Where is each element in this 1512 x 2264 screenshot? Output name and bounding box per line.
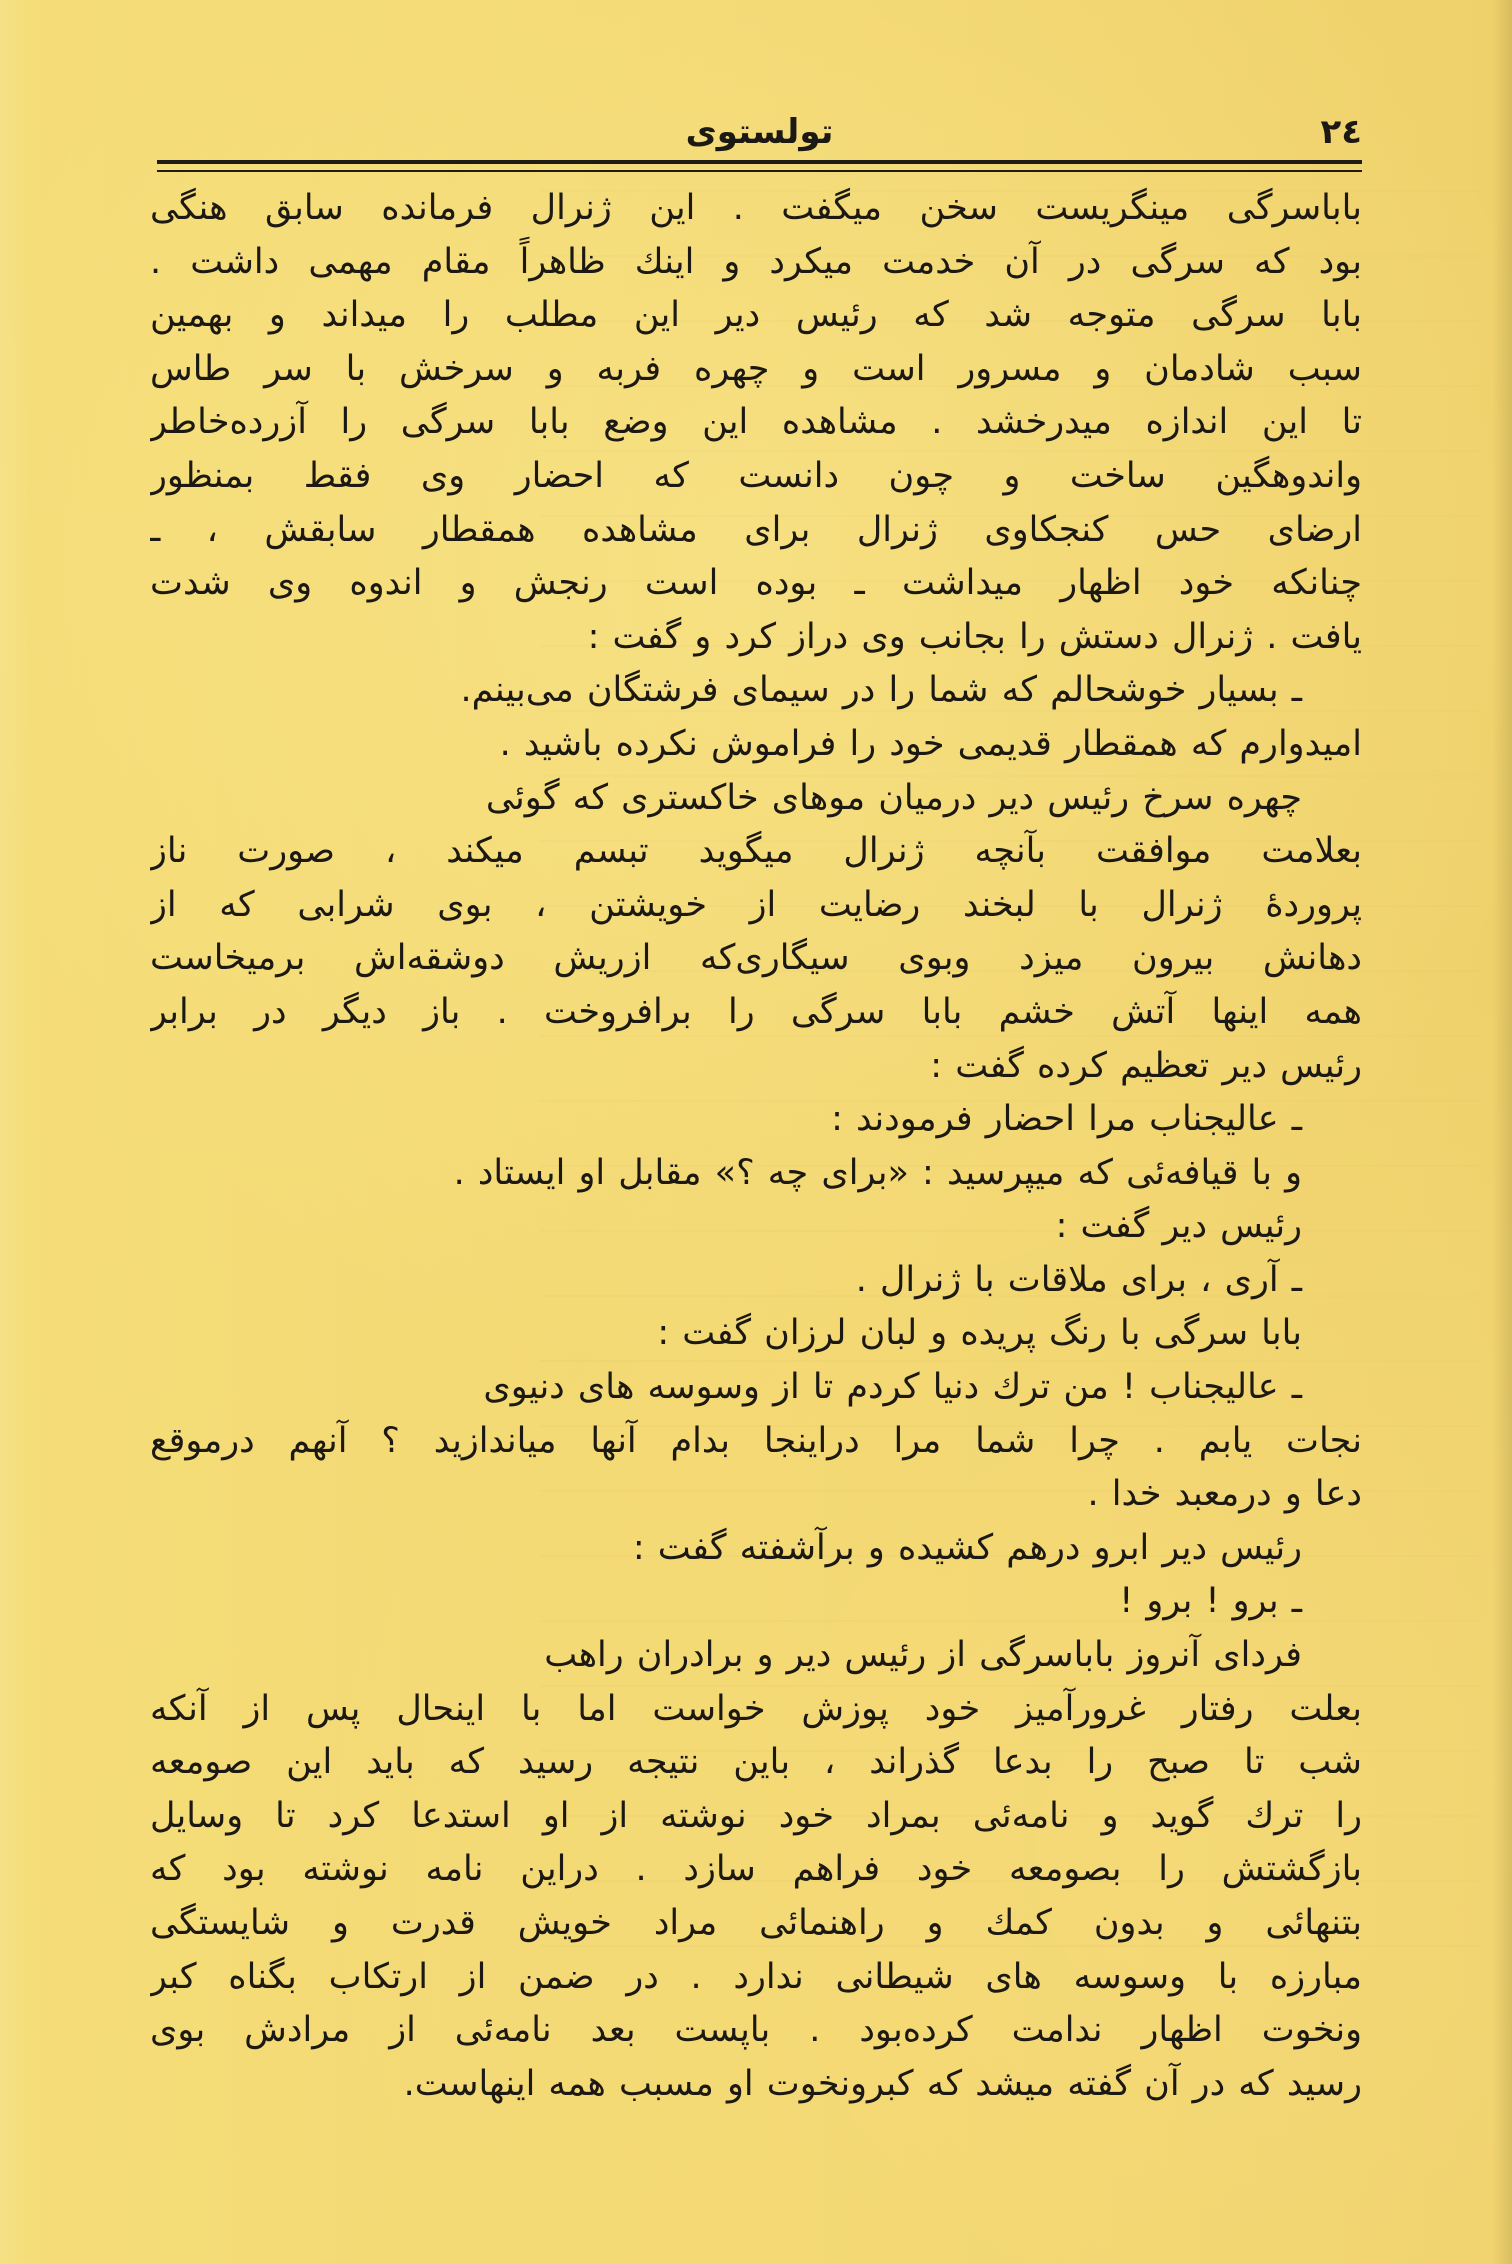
page-header <box>157 112 1362 160</box>
text-line: ونخوت اظهار ندامت کرده‌بود . باپست بعد نامه‌ئی از مرادش بوی <box>150 2010 1362 2051</box>
text-line: پروردهٔ ژنرال با لبخند رضایت از خویشتن ، بوی شرابی که از <box>150 884 1362 925</box>
text-line: امیدوارم که همقطار قدیمی خود را فراموش نکرده باشید . <box>499 723 1362 764</box>
text-line: را ترك گوید و نامه‌ئی بمراد خود نوشته از او استدعا کرد تا وسایل <box>150 1795 1362 1836</box>
running-title: تولستوی <box>685 112 834 152</box>
text-line: بتنهائی و بدون کمك و راهنمائی مراد خویش قدرت و شایستگی <box>150 1903 1362 1943</box>
text-line: ـ آری ، برای ملاقات با ژنرال . <box>855 1259 1302 1300</box>
text-line: مبارزه با وسوسه های شیطانی ندارد . در ضمن از ارتکاب بگناه کبر <box>150 1956 1362 1997</box>
page-number: ۲٤ <box>1320 112 1362 152</box>
text-line: سبب شادمان و مسرور است و چهره فربه و سرخش با سر طاس <box>150 348 1362 389</box>
text-line: باباسرگی مینگریست سخن میگفت . این ژنرال فرمانده سابق هنگی <box>150 188 1362 228</box>
text-line: بعلت رفتار غرورآمیز خود پوزش خواست اما با اینحال پس از آنکه <box>150 1688 1362 1729</box>
body-text <box>150 182 1362 2111</box>
text-line: تا این اندازه میدرخشد . مشاهده این وضع بابا سرگی را آزرده‌خاطر <box>150 402 1362 443</box>
text-line: رسید که در آن گفته میشد که کبرونخوت او مسبب همه اینهاست. <box>403 2063 1362 2104</box>
text-line: رئیس دیر تعظیم کرده گفت : <box>930 1045 1362 1086</box>
text-line: بود که سرگی در آن خدمت میکرد و اینك ظاهراً مقام مهمی داشت . <box>150 241 1362 282</box>
text-line: ـ عالیجناب مرا احضار فرمودند : <box>831 1099 1302 1140</box>
text-line: نجات یابم . چرا شما مرا دراینجا بدام آنها میاندازید ؟ آنهم درموقع <box>150 1420 1362 1461</box>
text-line: یافت . ژنرال دستش را بجانب وی دراز کرد و گفت : <box>587 616 1362 657</box>
text-line: بابا سرگی متوجه شد که رئیس دیر این مطلب را میداند و بهمین <box>150 295 1362 336</box>
text-line: رئیس دیر ابرو درهم کشیده و برآشفته گفت : <box>632 1527 1302 1568</box>
text-line: ارضای حس کنجکاوی ژنرال برای مشاهده همقطار سابقش ، ـ <box>150 509 1362 550</box>
page-right-edge-shadow <box>1492 0 1512 2264</box>
text-line: همه اینها آتش خشم بابا سرگی را برافروخت . باز دیگر در برابر <box>150 991 1362 1032</box>
text-line: دهانش بیرون میزد وبوی سیگاری‌که ازریش دوشقه‌اش برمیخاست <box>150 938 1362 979</box>
text-line: شب تا صبح را بدعا گذراند ، باین نتیجه رسید که باید این صومعه <box>150 1742 1362 1783</box>
text-line: دعا و درمعبد خدا . <box>1087 1474 1362 1515</box>
text-line: بازگشتش را بصومعه خود فراهم سازد . دراین نامه نوشته بود که <box>150 1849 1362 1890</box>
text-line: واندوهگین ساخت و چون دانست که احضار وی فقط بمنظور <box>150 455 1362 496</box>
header-rule <box>157 160 1362 176</box>
text-line: و با قیافه‌ئی که میپرسید : «برای چه ؟» مقابل او ایستاد . <box>453 1152 1302 1193</box>
text-line: بعلامت موافقت بآنچه ژنرال میگوید تبسم میکند ، صورت ناز <box>150 831 1362 872</box>
text-line: ـ عالیجناب ! من ترك دنیا کردم تا از وسوسه های دنیوی <box>483 1367 1302 1408</box>
page-left-edge <box>0 0 28 2264</box>
text-line: چهره سرخ رئیس دیر درمیان موهای خاکستری که گوئی <box>485 777 1302 818</box>
text-line: رئیس دیر گفت : <box>1055 1206 1302 1247</box>
text-line: ـ بسیار خوشحالم که شما را در سیمای فرشتگان می‌بینم. <box>460 670 1302 711</box>
text-line: ـ برو ! برو ! <box>1119 1581 1302 1622</box>
text-line: چنانکه خود اظهار میداشت ـ بوده است رنجش و اندوه وی شدت <box>150 563 1362 604</box>
text-line: فردای آنروز باباسرگی از رئیس دیر و برادران راهب <box>544 1635 1302 1676</box>
text-line: بابا سرگی با رنگ پریده و لبان لرزان گفت : <box>657 1313 1302 1354</box>
